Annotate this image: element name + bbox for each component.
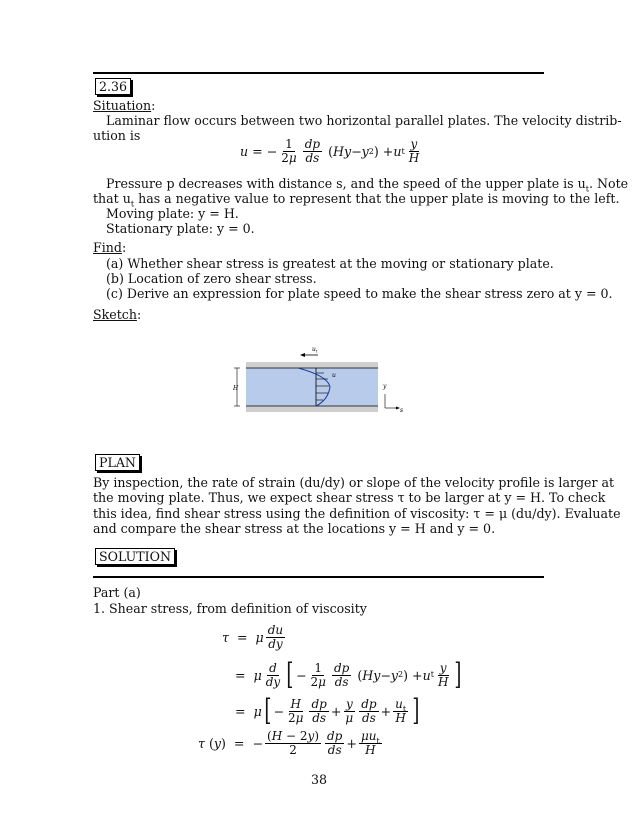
u-label: u bbox=[332, 372, 336, 379]
problem-number-box bbox=[95, 78, 131, 95]
moving-plate-text: Moving plate: y = H. bbox=[106, 206, 239, 221]
situation-line1: Laminar flow occurs between two horizontal parallel plates. The velocity distrib- bbox=[106, 113, 622, 128]
solution-heading: SOLUTION bbox=[99, 549, 171, 564]
fluid-region bbox=[246, 368, 378, 406]
plan-heading: PLAN bbox=[99, 455, 136, 470]
upper-plate bbox=[246, 362, 378, 368]
page-number: 38 bbox=[311, 772, 328, 787]
derivation-line3: = μ [ − $\frac{H}{2\mu}$ $\frac{dp}{ds}$ + $\frac{y}{\mu}$ $\frac{dp}{ds}$ + $\frac{u_t}{H}$ ] bbox=[235, 693, 420, 728]
situation-line2: ution is bbox=[93, 128, 141, 143]
plan-line2: the moving plate. Thus, we expect shear stress τ to be larger at y = H. To check bbox=[93, 490, 606, 505]
step1-text: 1. Shear stress, from definition of viscosity bbox=[93, 601, 367, 616]
y-label: y bbox=[383, 383, 387, 390]
plan-line3: this idea, find shear stress using the definition of viscosity: τ = μ (du/dy). Evaluate bbox=[93, 506, 621, 521]
find-heading: Find: bbox=[93, 240, 127, 255]
part-a-label: Part (a) bbox=[93, 585, 141, 600]
stationary-plate-text: Stationary plate: y = 0. bbox=[106, 221, 255, 236]
lower-plate bbox=[246, 406, 378, 412]
velocity-equation: u = − $\frac{1}{2\mu}$ $\frac{dp}{ds}$ ( Hy − y 2 ) + u t $\frac{y}{H}$ bbox=[240, 137, 420, 165]
situation-para2-line1: Pressure p decreases with distance s, and the speed of the upper plate is $u_t$. Note bbox=[106, 176, 629, 194]
problem-number: 2.36 bbox=[99, 79, 128, 94]
situation-heading: Situation: bbox=[93, 98, 156, 113]
top-rule bbox=[93, 72, 544, 74]
plan-line1: By inspection, the rate of strain (du/dy) or slope of the velocity profile is larger at bbox=[93, 475, 615, 490]
derivation-line4: τ ( y ) = − $\frac{(H - 2y)}{2}$ $\frac{dp}{ds}$ + $\frac{\mu u_t}{H}$ bbox=[198, 729, 380, 757]
plan-line4: and compare the shear stress at the locations y = H and y = 0. bbox=[93, 521, 496, 536]
solution-box bbox=[95, 548, 175, 565]
sketch-diagram bbox=[228, 340, 413, 415]
s-label: s bbox=[400, 407, 404, 414]
h-label: H bbox=[233, 385, 239, 392]
find-c: (c) Derive an expression for plate speed to make the shear stress zero at y = 0. bbox=[106, 286, 613, 301]
derivation-line2: = μ $\frac{d}{dy}$ [ − $\frac{1}{2\mu}$ $\frac{dp}{ds}$ ( Hy − y 2 ) + u t $\frac{y}{H}$ ] bbox=[235, 657, 462, 692]
ut-label: $u_t$ bbox=[312, 346, 318, 354]
sketch-heading: Sketch: bbox=[93, 307, 142, 322]
find-b: (b) Location of zero shear stress. bbox=[106, 271, 317, 286]
plan-box bbox=[95, 454, 140, 471]
shear-derivation bbox=[190, 620, 490, 760]
solution-rule bbox=[93, 576, 544, 578]
derivation-line1: τ = μ $\frac{du}{dy}$ bbox=[222, 623, 284, 651]
situation-para2-line2: that $u_t$ has a negative value to represent that the upper plate is moving to the left. bbox=[93, 191, 620, 209]
find-a: (a) Whether shear stress is greatest at the moving or stationary plate. bbox=[106, 256, 554, 271]
